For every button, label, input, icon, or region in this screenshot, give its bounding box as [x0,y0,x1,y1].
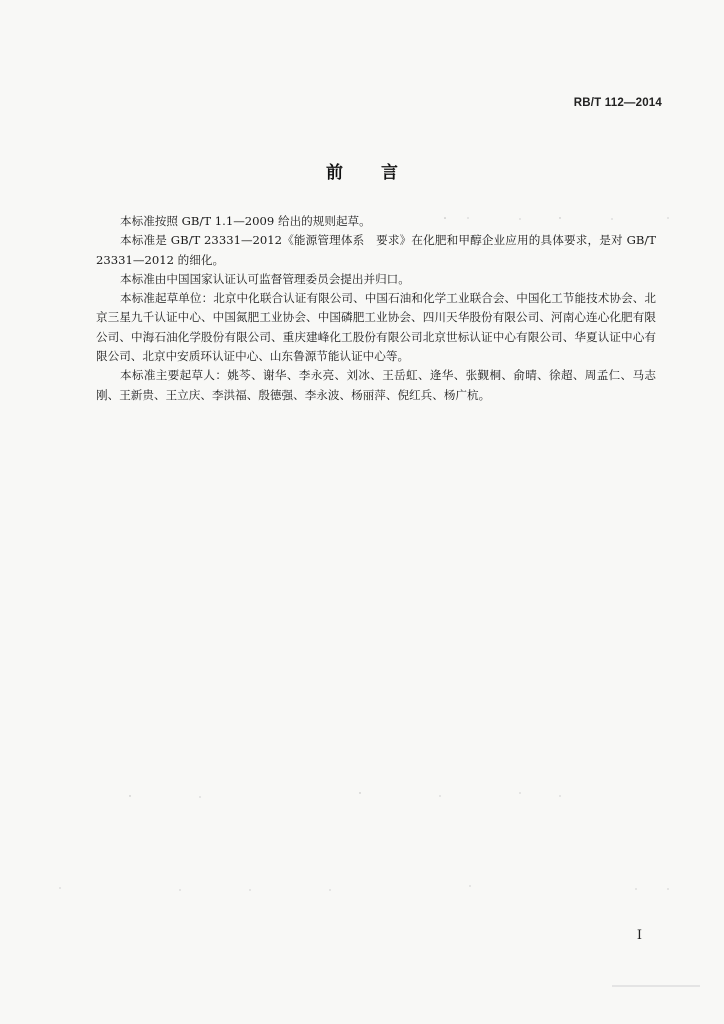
paragraph-proposer: 本标准由中国国家认证认可监督管理委员会提出并归口。 [120,271,410,286]
paragraph-drafters: 本标准主要起草人：姚芩、谢华、李永亮、刘冰、王岳虹、逄华、张觐桐、俞晴、徐超、周孟仁、马志刚、王新贵、王立庆、李洪福、殷德强、李永波、杨丽萍、倪红兵、杨广杭。 [96,368,656,402]
paragraph-drafting-rules: 本标准按照 GB/T 1.1—2009 给出的规则起草。 [120,214,371,228]
page-title: 前言 [326,163,436,183]
page-number: I [636,928,642,943]
paragraph-standard-scope: 本标准是 GB/T 23331—2012《能源管理体系 要求》在化肥和甲醇企业应用的具体要求，是对 GB/T 23331—2012 的细化。 [96,233,656,267]
standard-code: RB/T 112—2014 [573,97,662,109]
paragraph-drafting-units: 本标准起草单位：北京中化联合认证有限公司、中国石油和化学工业联合会、中国化工节能技术协会、北京三星九千认证中心、中国氮肥工业协会、中国磷肥工业协会、四川天华股份有限公司、河南心连心化肥有限公司、中海石油化学股份有限公司、重庆建峰化工股份有限公司北京世标认证中心有限公司、华夏认证中心有限公司、北京中安质环认证中心、山东鲁源节能认证中心等。 [96,291,656,364]
foreword-body [96,212,656,405]
